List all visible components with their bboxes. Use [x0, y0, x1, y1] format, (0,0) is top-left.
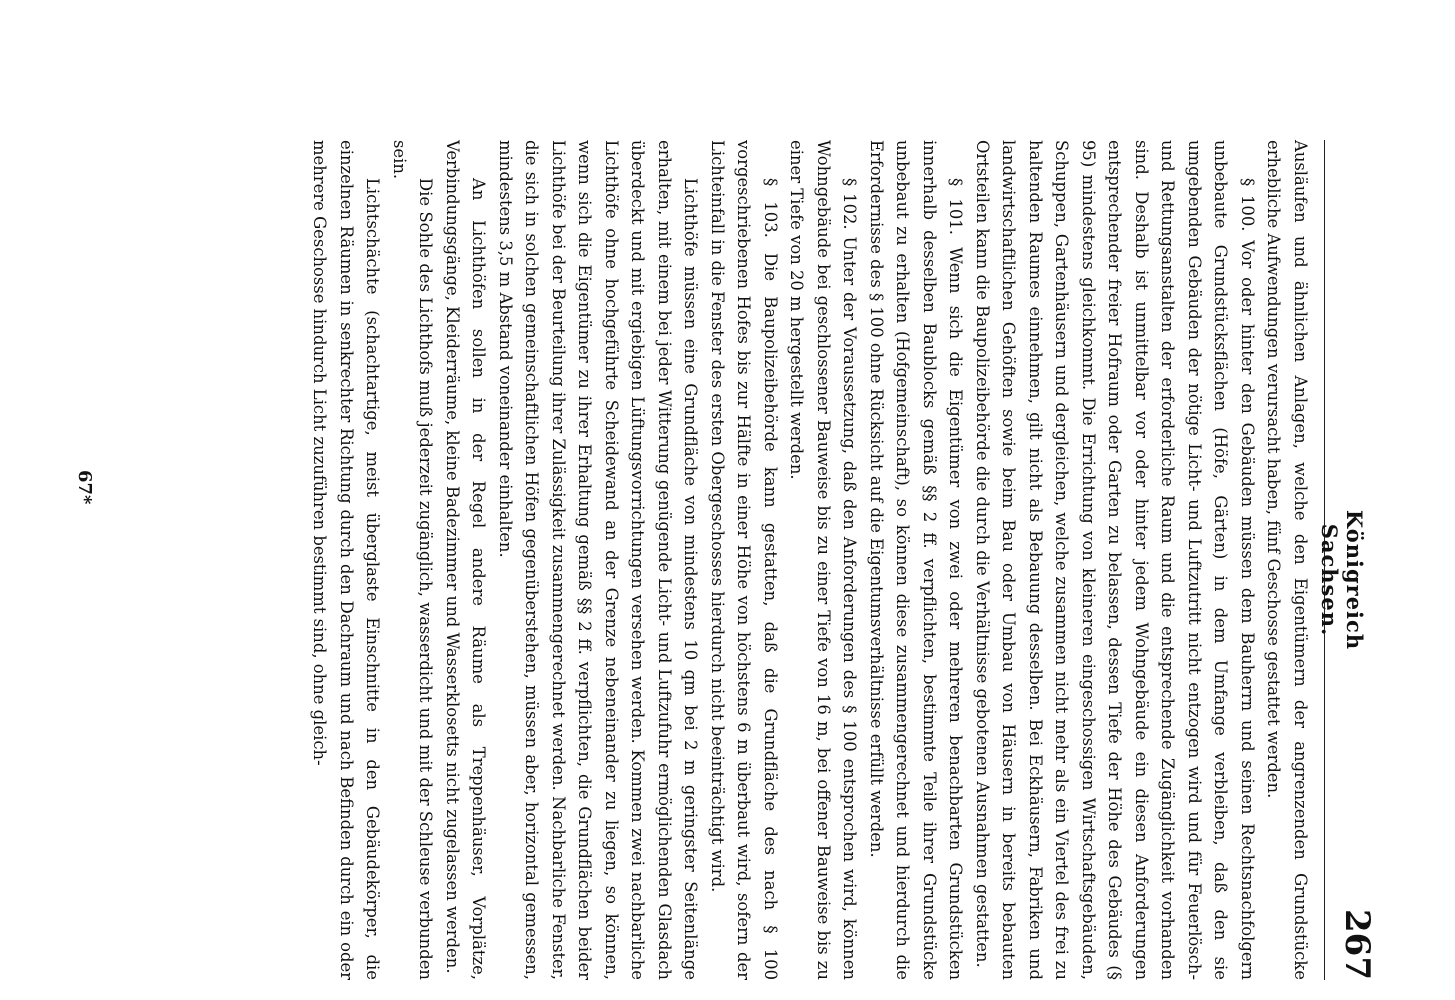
paragraph-lichthoefe-raeume: An Lichthöfen sollen in der Regel andere Räume als Treppenhäuser, Vorplätze, Verbindungsgänge, Kleiderräume, kleine Badezimmer und Wasserklosetts nicht zugelassen werden.: [443, 140, 489, 980]
paragraph-section-102: § 102. Unter der Voraussetzung, daß den Anforderungen des § 100 entsprochen wird, können Wohngebäude bei geschlossener Bauweise bis zu einer Tiefe von 16 m, bei offener Bauweise bis zu einer Tiefe von 20 m hergestellt werden.: [787, 140, 860, 980]
paragraph-section-103: § 103. Die Baupolizeibehörde kann gestatten, daß die Grundfläche des nach § 100 vorgeschriebenen Hofes bis zur Hälfte in einer Höhe von höchstens 6 m überbaut wird, sofern der Lichteinfall in die Fenster des ersten Obergeschosses hierdurch nicht beeinträchtigt wird.: [708, 140, 780, 980]
paragraph-section-100: § 100. Vor oder hinter den Gebäuden müssen dem Bauherrn und seinen Rechtsnachfolgern unbebaute Grundstücksflächen (Höfe, Gärten) in dem Umfange verbleiben, daß den sie umgebenden Gebäuden der nötige Licht- und Luftzutritt nicht entzogen wird und für Feuerlösch- und Rettungsanstalten der erforderliche Raum und die entsprechende Zugänglichkeit vorhanden sind. Deshalb ist unmittelbar vor oder hinter jedem Wohngebäude ein diesen Anforderungen entsprechender freier Hofraum oder Garten zu belassen, dessen Tiefe der Höhe des Gebäudes (§ 95) mindestens gleichkommt. Die Errichtung von kleineren eingeschossigen Wirtschaftsgebäuden, Schuppen, Gartenhäusern und dergleichen, welche zusammen nicht mehr als ein Viertel des frei zu haltenden Raumes einnehmen, gilt nicht als Bebauung desselben. Bei Eckhäusern, Fabriken und landwirtschaftlichen Gehöften sowie beim Bau oder Umbau von Häusern in bereits bebauten Ortsteilen kann die Baupolizeibehörde die durch die Verhältnisse gebotenen Ausnahmen gestatten.: [973, 140, 1257, 980]
paragraph-lichtschaechte: Lichtschächte (schachtartige, meist überglaste Einschnitte in den Gebäudekörper, die einzelnen Räumen in senkrechter Richtung durch den Dachraum und nach Befinden durch ein oder mehrere Geschosse hindurch Licht zuzuführen bestimmt sind, ohne gleich-: [310, 140, 383, 980]
body-text: [306, 140, 1313, 980]
signature-mark: 67*: [74, 470, 95, 505]
paragraph-lichthof-sohle: Die Sohle des Lichthofs muß jederzeit zugänglich, wasserdicht und mit der Schleuse verbunden sein.: [390, 140, 436, 980]
paragraph-lichthoefe: Lichthöfe müssen eine Grundfläche von mindestens 10 qm bei 2 m geringster Seitenlänge erhalten, mit einem bei jeder Witterung genügende Licht- und Luftzufuhr ermöglichenden Glasdach überdeckt und mit ergiebigen Lüftungsvorrichtungen versehen werden. Kommen zwei nachbarliche Lichthöfe ohne hochgeführte Scheidewand an der Grenze nebeneinander zu liegen, so können, wenn sich die Eigentümer zu ihrer Erhaltung gemäß §§ 2 ff. verpflichten, die Grundflächen beider Lichthöfe bei der Beurteilung ihrer Zulässigkeit zusammengerechnet werden. Nachbarliche Fenster, die sich in solchen gemeinschaftlichen Höfen gegenüberstehen, müssen aber, horizontal gemessen, mindestens 3,5 m Abstand voneinander einhalten.: [496, 140, 701, 980]
page-header: [1317, 140, 1385, 980]
running-head: Königreich Sachsen.: [1317, 509, 1367, 651]
paragraph-continuation: Ausläufen und ähnlichen Anlagen, welche den Eigentümern der angrenzenden Grundstücke erhebliche Aufwendungen verursacht haben, fünf Geschosse gestattet werden.: [1264, 140, 1310, 980]
page-number: 267: [1337, 909, 1377, 980]
paragraph-section-101: § 101. Wenn sich die Eigentümer von zwei oder mehreren benachbarten Grundstücken innerhalb desselben Baublocks gemäß §§ 2 ff. verpflichten, bestimmte Teile ihrer Grundstücke unbebaut zu erhalten (Hofgemeinschaft), so können diese zusammengerechnet und hierdurch die Erfordernisse des § 100 ohne Rücksicht auf die Eigentumsverhältnisse erfüllt werden.: [867, 140, 966, 980]
